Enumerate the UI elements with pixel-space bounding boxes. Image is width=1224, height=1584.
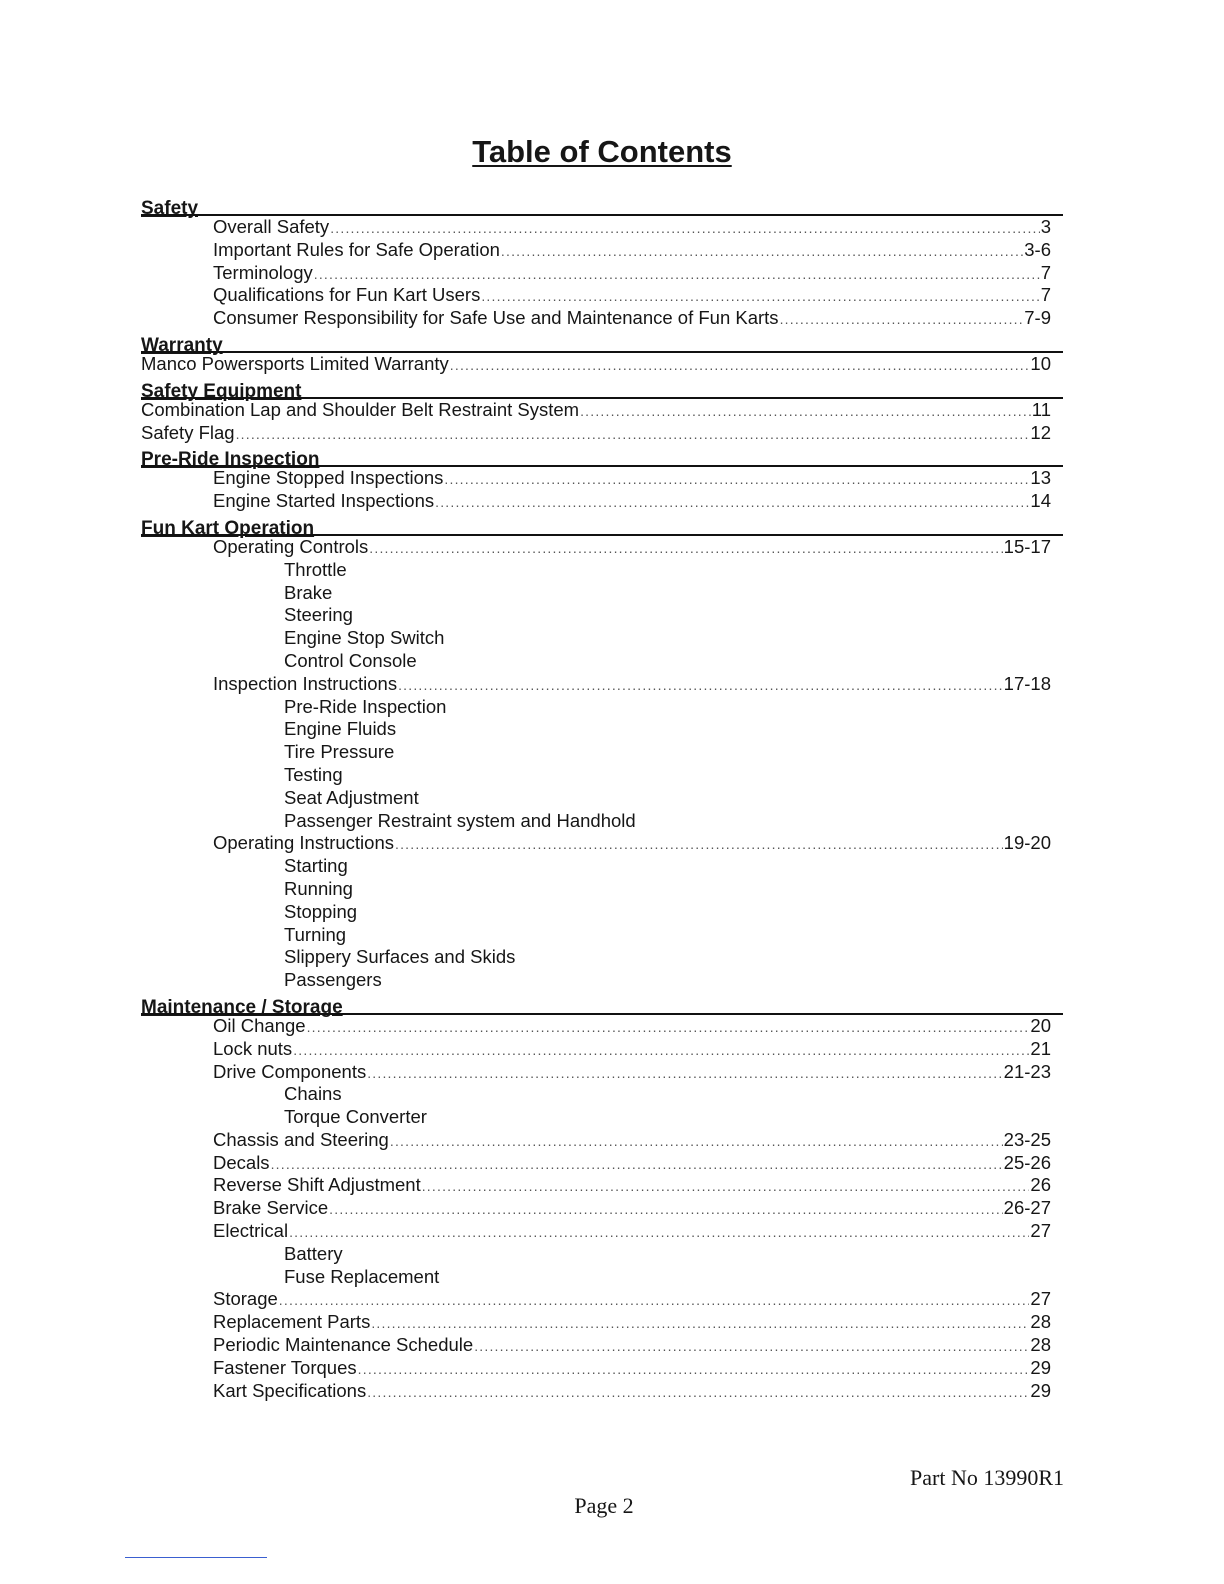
toc-entry[interactable] xyxy=(141,1357,1051,1380)
toc-entry[interactable] xyxy=(141,399,1051,422)
toc-entry-label: Lock nuts xyxy=(213,1037,293,1059)
section-heading xyxy=(141,193,1063,219)
toc-entry[interactable] xyxy=(141,490,1051,513)
bottom-rule xyxy=(125,1557,267,1558)
toc-page-number: 27 xyxy=(1030,1220,1051,1242)
toc-entry-label: Electrical xyxy=(213,1220,289,1242)
toc-subitem: Engine Stop Switch xyxy=(284,627,445,649)
toc-entry-label: Engine Stopped Inspections xyxy=(213,467,444,489)
toc-page-number: 26-27 xyxy=(1003,1197,1051,1219)
dot-leader xyxy=(371,1312,1029,1335)
dot-leader xyxy=(329,1198,1003,1221)
toc-entry-label: Storage xyxy=(213,1288,278,1310)
dot-leader xyxy=(422,1175,1030,1198)
toc-entry[interactable] xyxy=(141,1311,1051,1334)
toc-page-number: 20 xyxy=(1030,1014,1051,1036)
toc-page-number: 12 xyxy=(1030,421,1051,443)
table-of-contents xyxy=(141,193,1063,1402)
toc-entry[interactable] xyxy=(141,353,1051,376)
page-number: Page 2 xyxy=(574,1493,634,1518)
toc-entry-label: Terminology xyxy=(213,261,313,283)
section-heading-label: Safety Equipment xyxy=(141,380,302,402)
toc-subitem: Torque Converter xyxy=(284,1106,427,1128)
toc-entry[interactable] xyxy=(141,1197,1051,1220)
dot-leader xyxy=(236,423,1030,446)
toc-subitem: Running xyxy=(284,877,353,899)
toc-entry[interactable] xyxy=(141,832,1051,855)
dot-leader xyxy=(481,285,1039,308)
toc-page-number: 14 xyxy=(1030,490,1051,512)
toc-page-number: 28 xyxy=(1030,1334,1051,1356)
toc-entry[interactable] xyxy=(141,284,1051,307)
dot-leader xyxy=(367,1062,1002,1085)
toc-entry[interactable] xyxy=(141,1220,1051,1243)
section-heading-label: Safety xyxy=(141,198,199,219)
toc-entry-label: Safety Flag xyxy=(141,421,235,443)
toc-page-number: 26 xyxy=(1030,1174,1051,1196)
section-heading-label: Warranty xyxy=(141,334,223,356)
toc-subitem: Slippery Surfaces and Skids xyxy=(284,946,516,968)
toc-subitem: Pre-Ride Inspection xyxy=(284,695,447,717)
toc-entry[interactable] xyxy=(141,1038,1051,1061)
section-heading-label: Maintenance / Storage xyxy=(141,996,343,1018)
toc-page-number: 23-25 xyxy=(1003,1128,1051,1150)
dot-leader xyxy=(398,674,1003,697)
toc-entry-label: Operating Instructions xyxy=(213,832,394,854)
toc-entry[interactable] xyxy=(141,1174,1051,1197)
section-heading xyxy=(141,992,1063,1018)
toc-entry-label: Kart Specifications xyxy=(213,1379,367,1401)
toc-entry[interactable] xyxy=(141,239,1051,262)
toc-entry[interactable] xyxy=(141,1015,1051,1038)
page-title: Table of Contents xyxy=(472,134,732,169)
section-heading xyxy=(141,513,1063,539)
dot-leader xyxy=(279,1289,1030,1312)
toc-entry-label: Periodic Maintenance Schedule xyxy=(213,1334,474,1356)
toc-entry-label: Overall Safety xyxy=(213,216,330,237)
toc-page-number: 10 xyxy=(1030,352,1051,374)
toc-entry-label: Reverse Shift Adjustment xyxy=(213,1174,421,1196)
section-heading-label: Pre-Ride Inspection xyxy=(141,449,320,471)
toc-page-number: 15-17 xyxy=(1003,535,1051,557)
dot-leader xyxy=(369,537,1002,560)
toc-entry-label: Engine Started Inspections xyxy=(213,490,435,512)
dot-leader xyxy=(580,400,1031,423)
toc-page-number: 7 xyxy=(1040,284,1051,306)
dot-leader xyxy=(474,1335,1029,1358)
toc-subitem: Seat Adjustment xyxy=(284,786,419,808)
toc-entry-label: Drive Components xyxy=(213,1060,367,1082)
toc-subitem: Battery xyxy=(284,1242,343,1264)
section-heading xyxy=(141,376,1063,402)
toc-subitem: Steering xyxy=(284,604,353,626)
toc-subitem: Starting xyxy=(284,855,348,877)
toc-entry[interactable] xyxy=(141,307,1051,330)
dot-leader xyxy=(395,833,1003,856)
toc-entry-label: Fastener Torques xyxy=(213,1356,357,1378)
toc-subitem: Tire Pressure xyxy=(284,741,395,763)
toc-entry-label: Qualifications for Fun Kart Users xyxy=(213,284,481,306)
toc-entry[interactable] xyxy=(141,1129,1051,1152)
dot-leader xyxy=(307,1016,1030,1039)
toc-page-number: 21 xyxy=(1030,1037,1051,1059)
toc-entry[interactable] xyxy=(141,1380,1051,1403)
toc-entry[interactable] xyxy=(141,1288,1051,1311)
toc-entry-label: Replacement Parts xyxy=(213,1311,371,1333)
toc-entry[interactable] xyxy=(141,467,1051,490)
toc-entry-label: Operating Controls xyxy=(213,535,369,557)
section-heading xyxy=(141,330,1063,356)
dot-leader xyxy=(358,1358,1030,1381)
dot-leader xyxy=(780,308,1024,331)
dot-leader xyxy=(314,263,1040,286)
dot-leader xyxy=(293,1039,1029,1062)
toc-page-number: 29 xyxy=(1030,1379,1051,1401)
dot-leader xyxy=(501,240,1023,263)
dot-leader xyxy=(289,1221,1029,1244)
toc-page-number: 19-20 xyxy=(1003,832,1051,854)
dot-leader xyxy=(367,1381,1029,1404)
toc-subitem: Brake xyxy=(284,581,333,603)
toc-entry-label: Consumer Responsibility for Safe Use and Maintenance of Fun Karts xyxy=(213,307,779,329)
toc-entry-label: Important Rules for Safe Operation xyxy=(213,238,500,260)
toc-entry-label: Oil Change xyxy=(213,1014,306,1036)
toc-page-number: 7 xyxy=(1040,261,1051,283)
toc-entry[interactable] xyxy=(141,262,1051,285)
dot-leader xyxy=(450,354,1030,377)
toc-entry[interactable] xyxy=(141,1061,1051,1084)
dot-leader xyxy=(444,468,1029,491)
section-heading xyxy=(141,444,1063,471)
toc-entry-label: Chassis and Steering xyxy=(213,1128,389,1150)
toc-entry[interactable] xyxy=(141,216,1051,239)
toc-subitem: Engine Fluids xyxy=(284,718,397,740)
toc-page-number: 27 xyxy=(1030,1288,1051,1310)
toc-page-number: 7-9 xyxy=(1024,307,1051,329)
toc-subitem: Chains xyxy=(284,1083,342,1105)
toc-entry-label: Manco Powersports Limited Warranty xyxy=(141,352,449,374)
toc-page-number: 29 xyxy=(1030,1356,1051,1378)
toc-page-number: 21-23 xyxy=(1003,1060,1051,1082)
dot-leader xyxy=(435,491,1029,514)
toc-page-number: 13 xyxy=(1030,467,1051,489)
dot-leader xyxy=(390,1130,1003,1153)
toc-subitem: Passengers xyxy=(284,969,382,991)
toc-subitem: Turning xyxy=(284,923,347,945)
toc-subitem: Stopping xyxy=(284,900,358,922)
toc-entry-label: Brake Service xyxy=(213,1197,329,1219)
toc-subitem: Control Console xyxy=(284,649,417,671)
toc-entry-label: Inspection Instructions xyxy=(213,672,398,694)
toc-page-number: 28 xyxy=(1030,1311,1051,1333)
toc-entry[interactable] xyxy=(141,673,1051,696)
toc-entry[interactable] xyxy=(141,1152,1051,1175)
toc-page-number: 11 xyxy=(1031,398,1051,420)
toc-page-number: 3-6 xyxy=(1024,238,1051,260)
toc-page-number: 25-26 xyxy=(1003,1151,1051,1173)
toc-subitem: Passenger Restraint system and Handhold xyxy=(284,809,636,831)
toc-subitem: Throttle xyxy=(284,558,347,580)
section-heading-label: Fun Kart Operation xyxy=(141,517,315,539)
toc-entry-label: Decals xyxy=(213,1151,270,1173)
toc-entry[interactable] xyxy=(141,422,1051,445)
dot-leader xyxy=(330,217,1040,240)
toc-page-number: 3 xyxy=(1040,216,1051,237)
toc-entry[interactable] xyxy=(141,536,1051,559)
toc-entry-label: Combination Lap and Shoulder Belt Restraint System xyxy=(141,398,580,420)
toc-subitem: Fuse Replacement xyxy=(284,1265,440,1287)
dot-leader xyxy=(271,1153,1003,1176)
toc-entry[interactable] xyxy=(141,1334,1051,1357)
toc-page-number: 17-18 xyxy=(1003,672,1051,694)
part-number: Part No 13990R1 xyxy=(910,1465,1064,1490)
toc-subitem: Testing xyxy=(284,763,343,785)
